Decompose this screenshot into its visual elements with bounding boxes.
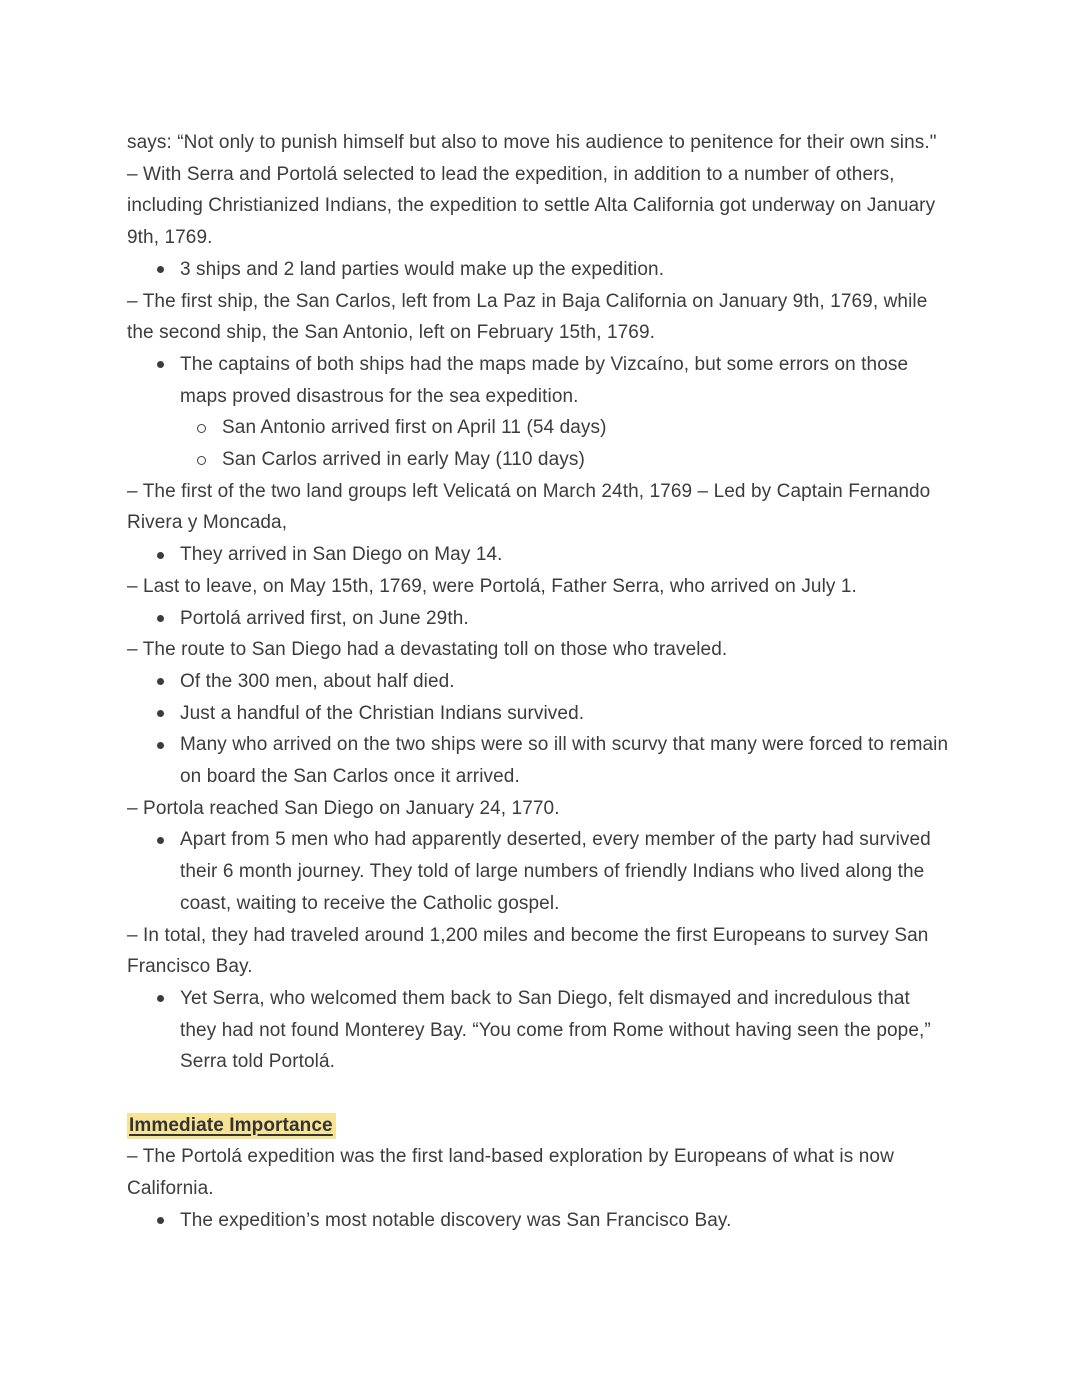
paragraph: – The route to San Diego had a devastating toll on those who traveled.: [127, 639, 728, 661]
list-item: [127, 603, 950, 635]
paragraph: – Portola reached San Diego on January 24, 1770.: [127, 797, 560, 819]
list-item-text: Of the 300 men, about half died.: [180, 670, 455, 692]
list-item-text: San Carlos arrived in early May (110 days): [222, 449, 585, 471]
paragraph: – Last to leave, on May 15th, 1769, were Portolá, Father Serra, who arrived on July 1.: [127, 575, 857, 597]
paragraph: – The Portolá expedition was the first land-based exploration by Europeans of what is now California.: [127, 1146, 894, 1200]
list-item: [127, 824, 950, 919]
document-content: [127, 127, 950, 1237]
list-item: [127, 666, 950, 698]
list-item-text: Just a handful of the Christian Indians survived.: [180, 702, 585, 724]
paragraph: – In total, they had traveled around 1,200 miles and become the first Europeans to survey San Francisco Bay.: [127, 924, 929, 978]
bullet-dot-icon: [157, 361, 164, 368]
section-heading: Immediate Importance: [127, 1113, 336, 1139]
list-item: [127, 1205, 950, 1237]
list-item-text: The expedition’s most notable discovery was San Francisco Bay.: [180, 1209, 732, 1231]
paragraph: – The first of the two land groups left Velicatá on March 24th, 1769 – Led by Captain Fernando Rivera y Moncada,: [127, 480, 931, 534]
bullet-dot-icon: [157, 710, 164, 717]
list-item-text: The captains of both ships had the maps made by Vizcaíno, but some errors on those maps proved disastrous for the sea expedition.: [180, 353, 909, 407]
bullet-circle-icon: [197, 424, 206, 433]
bullet-circle-icon: [197, 456, 206, 465]
bullet-dot-icon: [157, 615, 164, 622]
list-item: [127, 729, 950, 792]
list-item-text: Apart from 5 men who had apparently deserted, every member of the party had survived their 6 month journey. They told of large numbers of friendly Indians who lived along the coast, waiting to receive the Catholic gospel.: [180, 829, 931, 914]
sub-list-item: [127, 412, 950, 444]
list-item-text: They arrived in San Diego on May 14.: [180, 544, 503, 566]
bullet-dot-icon: [157, 266, 164, 273]
list-item-text: Yet Serra, who welcomed them back to San Diego, felt dismayed and incredulous that they had not found Monterey Bay. “You come from Rome without having seen the pope,” Serra told Portolá.: [180, 987, 931, 1073]
list-item: [127, 698, 950, 730]
paragraph: says: “Not only to punish himself but also to move his audience to penitence for their own sins.": [127, 132, 937, 153]
list-item-text: 3 ships and 2 land parties would make up the expedition.: [180, 258, 665, 280]
bullet-dot-icon: [157, 995, 164, 1002]
paragraph: – With Serra and Portolá selected to lead the expedition, in addition to a number of others, including Christianized Indians, the expedition to settle Alta California got underway on January 9th, 1769.: [127, 163, 936, 249]
bullet-dot-icon: [157, 678, 164, 685]
section-heading-row: [127, 1110, 950, 1142]
list-item: [127, 539, 950, 571]
bullet-dot-icon: [157, 552, 164, 559]
list-item-text: Many who arrived on the two ships were so ill with scurvy that many were forced to remain on board the San Carlos once it arrived.: [180, 734, 949, 788]
bullet-dot-icon: [157, 742, 164, 749]
list-item-text: Portolá arrived first, on June 29th.: [180, 607, 469, 629]
list-item: [127, 349, 950, 412]
list-item: [127, 983, 950, 1078]
list-item-text: San Antonio arrived first on April 11 (54 days): [222, 417, 607, 439]
bullet-dot-icon: [157, 1217, 164, 1224]
bullet-dot-icon: [157, 837, 164, 844]
paragraph: – The first ship, the San Carlos, left from La Paz in Baja California on January 9th, 1769, while the second ship, the San Antonio, left on February 15th, 1769.: [127, 290, 928, 344]
sub-list-item: [127, 444, 950, 476]
list-item: [127, 254, 950, 286]
